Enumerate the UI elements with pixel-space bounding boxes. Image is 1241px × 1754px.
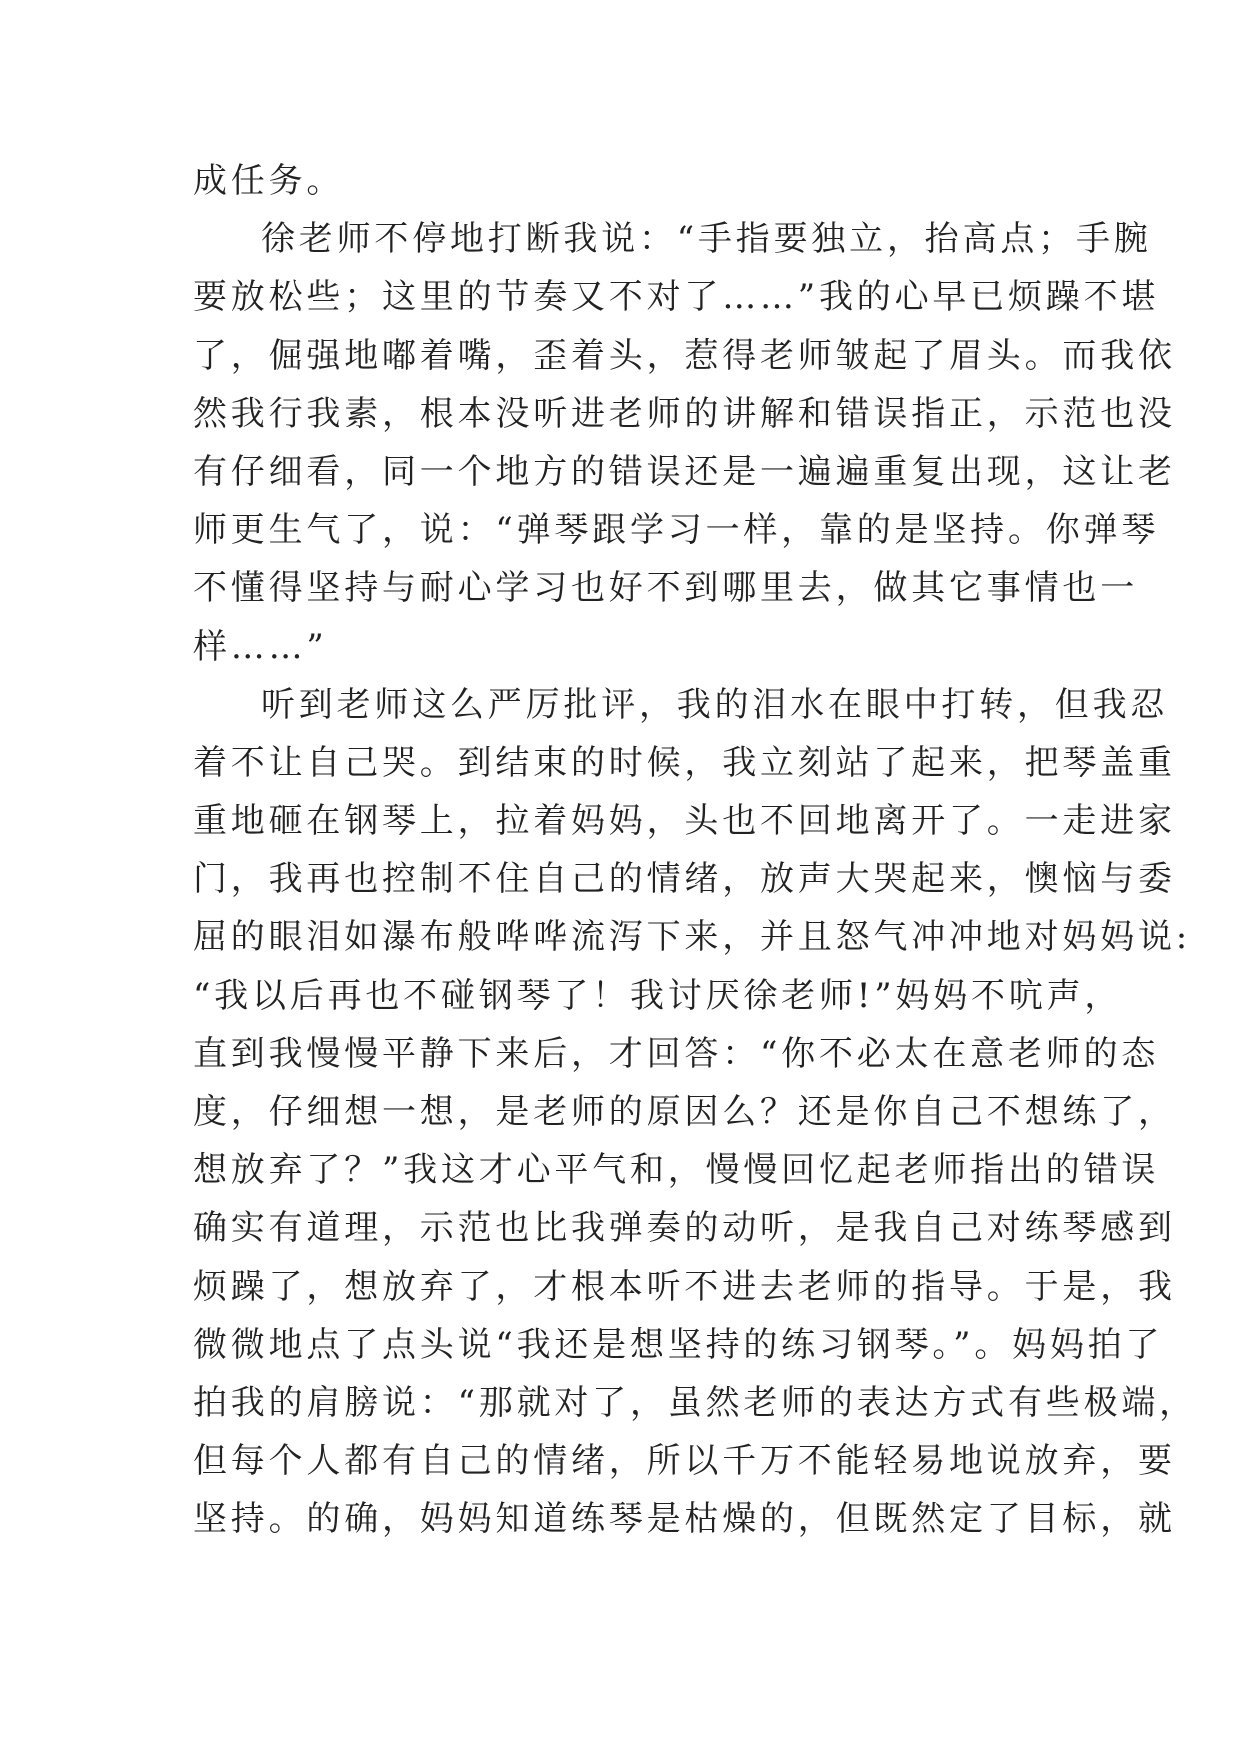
paragraph [193,210,1176,676]
text-line: 着不让自己哭。到结束的时候，我立刻站了起来，把琴盖重 [193,742,1176,783]
text-line: 样……” [193,626,328,667]
text-line: 拍我的肩膀说：“那就对了，虽然老师的表达方式有些极端， [193,1382,1197,1423]
text-line: 屈的眼泪如瀑布般哗哗流泻下来，并且怒气冲冲地对妈妈说: [193,917,1192,958]
text-line: 听到老师这么严厉批评，我的泪水在眼中打转，但我忍 [261,684,1169,725]
text-line: 不懂得坚持与耐心学习也好不到哪里去，做其它事情也一 [193,568,1138,609]
paragraph [193,676,1197,1549]
text-line: 有仔细看，同一个地方的错误还是一遍遍重复出现，这让老 [193,451,1176,492]
text-line: 师更生气了，说：“弹琴跟学习一样，靠的是坚持。你弹琴 [193,510,1160,551]
text-line: 度，仔细想一想，是老师的原因么？还是你自己不想练了， [193,1092,1176,1132]
text-line: 坚持。的确，妈妈知道练琴是枯燥的，但既然定了目标，就 [193,1499,1176,1540]
text-line: 然我行我素，根本没听进老师的讲解和错误指正，示范也没 [193,393,1176,434]
text-line: 烦躁了，想放弃了，才根本听不进去老师的指导。于是，我 [193,1266,1176,1307]
text-line: 门，我再也控制不住自己的情绪，放声大哭起来，懊恼与委 [193,859,1176,900]
text-line: 想放弃了？”我这才心平气和，慢慢回忆起老师指出的错误 [193,1150,1160,1191]
body-text [193,152,1197,1549]
text-line: 要放松些；这里的节奏又不对了……”我的心早已烦躁不堪 [193,277,1160,318]
text-line: 直到我慢慢平静下来后，才回答：“你不必太在意老师的态 [193,1033,1160,1074]
paragraph [193,152,1073,210]
text-line: 但每个人都有自己的情绪，所以千万不能轻易地说放弃，要 [193,1441,1176,1482]
text-line: 了，倔强地嘟着嘴，歪着头，惹得老师皱起了眉头。而我依 [193,335,1176,376]
text-line: 重地砸在钢琴上，拉着妈妈，头也不回地离开了。一走进家 [193,801,1176,842]
text-line: 徐老师不停地打断我说：“手指要独立，抬高点；手腕 [261,219,1152,260]
text-line: 确实有道理，示范也比我弹奏的动听，是我自己对练琴感到 [193,1208,1176,1249]
text-line: 微微地点了点头说“我还是想坚持的练习钢琴。”。妈妈拍了 [193,1324,1164,1365]
text-line: “我以后再也不碰钢琴了！我讨厌徐老师!”妈妈不吭声， [193,975,1123,1016]
text-line: 成任务。 [193,161,345,201]
